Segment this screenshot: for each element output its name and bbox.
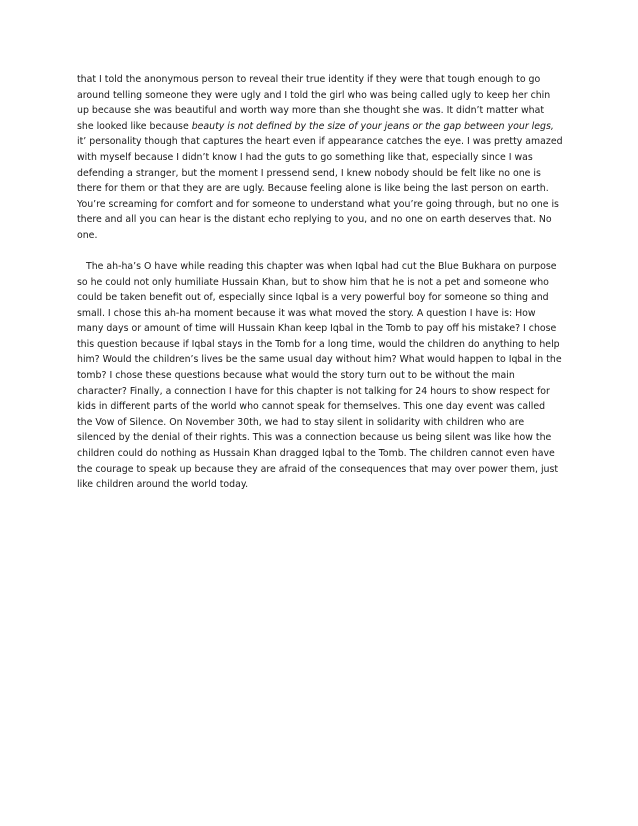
paragraph-1-text-end: it’ personality though that captures the heart even if appearance catches the eye. I was pretty amazed with myself because I didn’t know I had the guts to go something like that, especially since I was defending a stranger, but the moment I pressend send, I knew nobody should be felt like no one is there for them or that they are are ugly. Because feeling alone is like being the last person on earth. You’re screaming for comfort and for someone to understand what you’re going through, but no one is there and all you can hear is the distant echo replying to you, and no one on earth deserves that. No one. xyxy=(77,136,563,241)
paragraph-ah-ha-moment: The ah-ha’s O have while reading this chapter was when Iqbal had cut the Blue Bukhara on purpose so he could not only humiliate Hussain Khan, but to show him that he is not a pet and someone who could be taken benefit out of, especially since Iqbal is a very powerful boy for someone so thing and small. I chose this ah-ha moment because it was what moved the story. A question I have is: How many days or amount of time will Hussain Khan keep Iqbal in the Tomb to pay off his mistake? I chose this question because if Iqbal stays in the Tomb for a long time, would the children do anything to help him? Would the children’s lives be the same usual day without him? What would happen to Iqbal in the tomb? I chose these questions because what would the story turn out to be without the main character? Finally, a connection I have for this chapter is not talking for 24 hours to show respect for kids in different parts of the world who cannot speak for themselves. This one day event was called the Vow of Silence. On November 30th, we had to stay silent in solidarity with children who are silenced by the denial of their rights. This was a connection because us being silent was like how the children could do nothing as Hussain Khan dragged Iqbal to the Tomb. The children cannot even have the courage to speak up because they are afraid of the consequences that may over power them, just like children around the world today. xyxy=(77,260,562,491)
paragraph-1-text-start: that I told the anonymous person to reveal their true identity if they were that tough enough to go around telling someone they were ugly and I told the girl who was being called ugly to keep her chin up because she was beautiful and worth way more than she thought she was. It didn’t matter what she looked like because xyxy=(77,74,551,132)
document-body xyxy=(77,72,563,493)
italic-quote: beauty is not defined by the size of your jeans or the gap between your legs, xyxy=(191,120,554,132)
paragraph-continuation xyxy=(77,72,563,244)
